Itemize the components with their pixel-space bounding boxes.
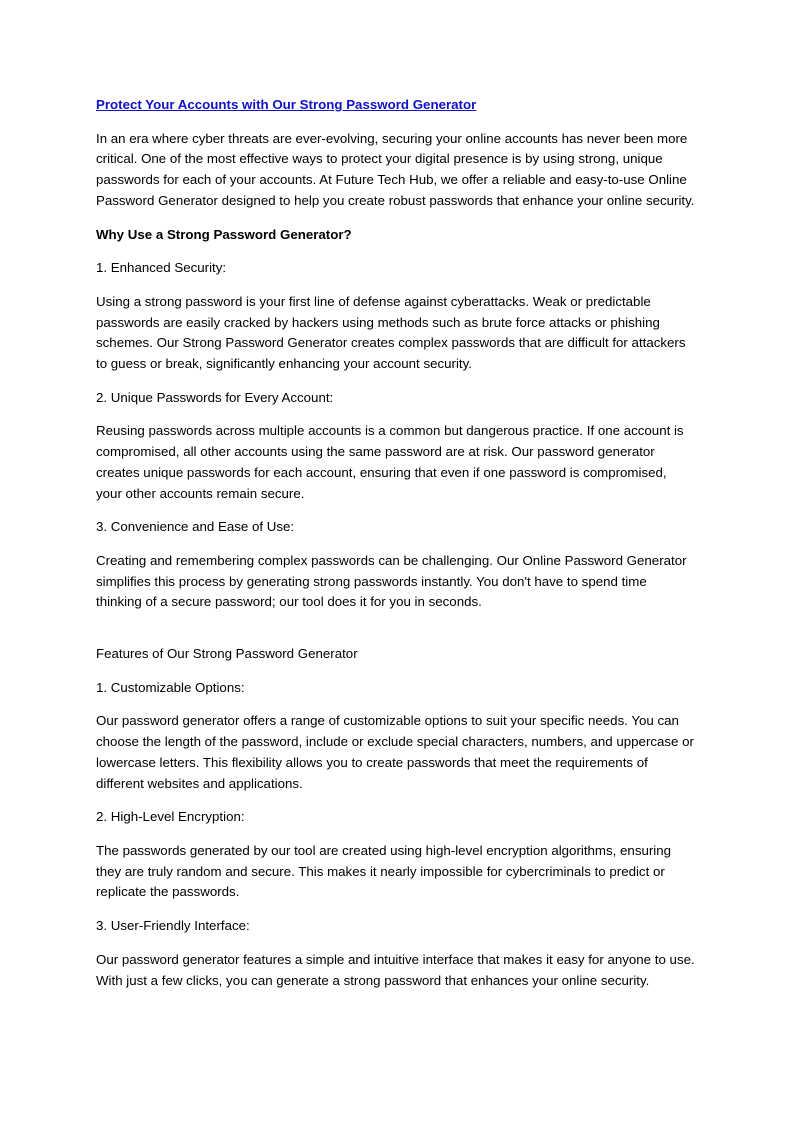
feature-item-2-heading: 2. High-Level Encryption:: [96, 809, 245, 825]
feature-item-1-body: Our password generator offers a range of customizable options to suit your specific needs. You can choose the length of the password, include or exclude special characters, numbers, and uppercase or lowercase letters. This flexibility allows you to create passwords that meet the requirements of different websites and applications.: [96, 713, 694, 791]
feature-item-2-body: The passwords generated by our tool are created using high-level encryption algorithms, ensuring they are truly random and secure. This makes it nearly impossible for cybercriminals to predict or replicate the passwords.: [96, 842, 672, 900]
why-item-1-heading: 1. Enhanced Security:: [96, 260, 227, 276]
why-heading: Why Use a Strong Password Generator?: [96, 226, 352, 242]
document-page: [96, 95, 696, 1004]
feature-item-3-heading: 3. User-Friendly Interface:: [96, 918, 250, 934]
why-item-2-body: Reusing passwords across multiple accounts is a common but dangerous practice. If one account is compromised, all other accounts using the same password are at risk. Our password generator creates unique passwords for each account, ensuring that even if one password is compromised, your other accounts remain secure.: [96, 423, 684, 501]
why-item-3-heading: 3. Convenience and Ease of Use:: [96, 519, 295, 535]
feature-item-3-body: Our password generator features a simple and intuitive interface that makes it easy for anyone to use. With just a few clicks, you can generate a strong password that enhances your online security.: [96, 951, 695, 988]
features-heading: Features of Our Strong Password Generator: [96, 646, 358, 662]
why-item-2-heading: 2. Unique Passwords for Every Account:: [96, 389, 334, 405]
intro-paragraph: In an era where cyber threats are ever-evolving, securing your online accounts has never been more critical. One of the most effective ways to protect your digital presence is by using strong, unique passwords for each of your accounts. At Future Tech Hub, we offer a reliable and easy-to-use Online Password Generator designed to help you create robust passwords that enhance your online security.: [96, 130, 695, 208]
why-item-1-body: Using a strong password is your first line of defense against cyberattacks. Weak or predictable passwords are easily cracked by hackers using methods such as brute force attacks or phishing schemes. Our Strong Password Generator creates complex passwords that are difficult for attackers to guess or break, significantly enhancing your account security.: [96, 293, 686, 372]
feature-item-1-heading: 1. Customizable Options:: [96, 679, 245, 695]
why-item-3-body: Creating and remembering complex passwords can be challenging. Our Online Password Generator simplifies this process by generating strong passwords instantly. You don't have to spend time thinking of a secure password; our tool does it for you in seconds.: [96, 552, 687, 610]
title-link[interactable]: Protect Your Accounts with Our Strong Password Generator: [96, 97, 477, 112]
title-paragraph: [96, 95, 696, 116]
